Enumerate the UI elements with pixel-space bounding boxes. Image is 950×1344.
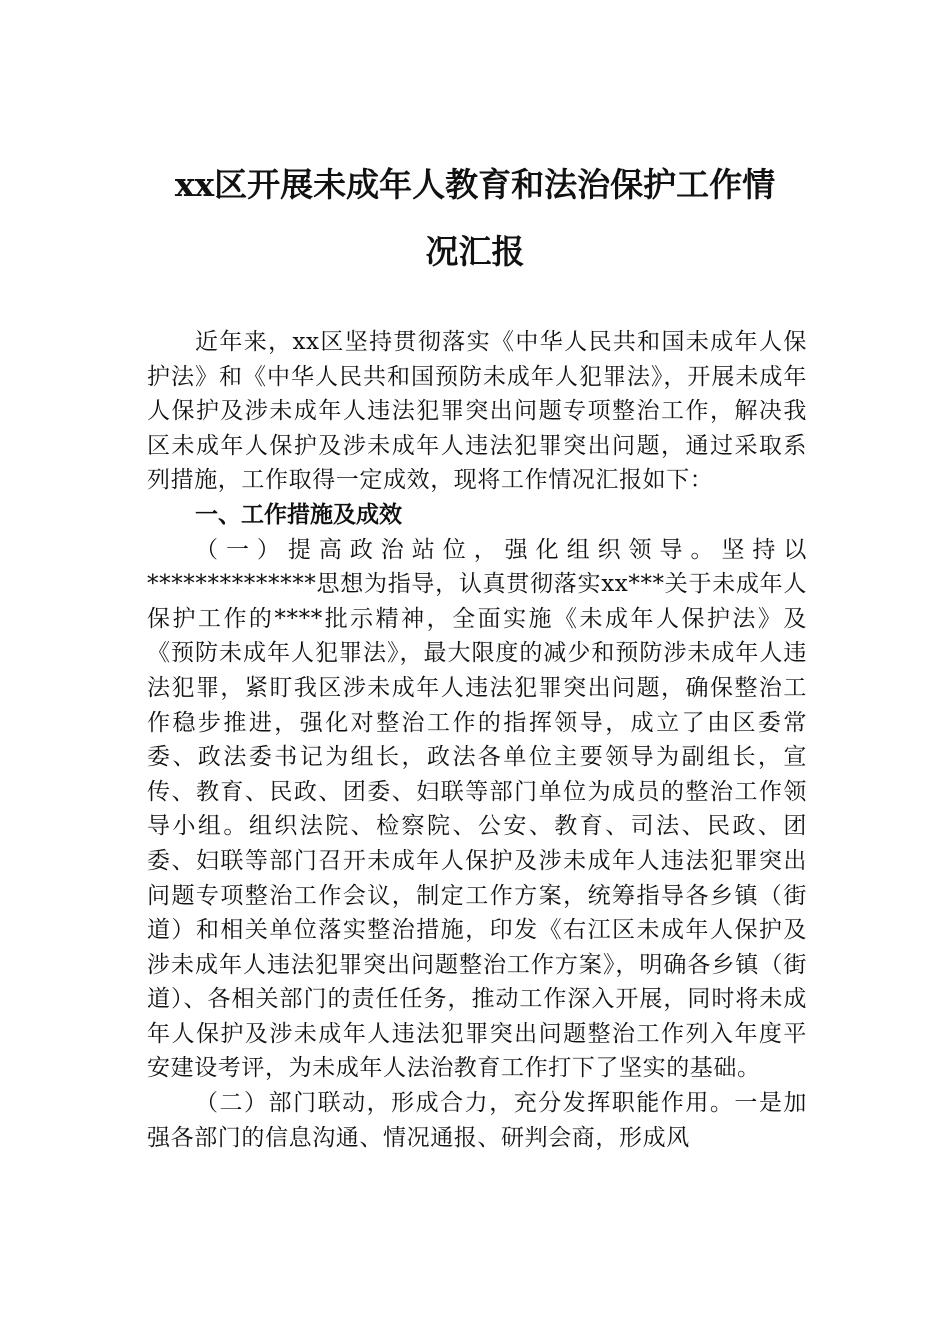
- intro-paragraph: 近年来，xx区坚持贯彻落实《中华人民共和国未成年人保护法》和《中华人民共和国预防未成年人犯罪法》，开展未成年人保护及涉未成年人违法犯罪突出问题专项整治工作，解决我区未成年人保护及涉未成年人违法犯罪突出问题，通过采取系列措施，工作取得一定成效，现将工作情况汇报如下：: [147, 329, 807, 494]
- section-heading-1: 一、工作措施及成效: [195, 501, 402, 528]
- document-title-line-2: 况汇报: [425, 232, 525, 271]
- section-1-paragraph-1: （一）提高政治站位，强化组织领导。坚持以**************思想为指导，认真贯彻落实xx***关于未成年人保护工作的****批示精神，全面实施《未成年人保护法》及《预防未成年人犯罪法》，最大限度的减少和预防涉未成年人违法犯罪，紧盯我区涉未成年人违法犯罪突出问题，确保整治工作稳步推进，强化对整治工作的指挥领导，成立了由区委常委、政法委书记为组长，政法各单位主要领导为副组长，宣传、教育、民政、团委、妇联等部门单位为成员的整治工作领导小组。组织法院、检察院、公安、教育、司法、民政、团委、妇联等部门召开未成年人保护及涉未成年人违法犯罪突出问题专项整治工作会议，制定工作方案，统筹指导各乡镇（街道）和相关单位落实整治措施，印发《右江区未成年人保护及涉未成年人违法犯罪突出问题整治工作方案》，明确各乡镇（街道）、各相关部门的责任任务，推动工作深入开展，同时将未成年人保护及涉未成年人违法犯罪突出问题整治工作列入年度平安建设考评，为未成年人法治教育工作打下了坚实的基础。: [147, 536, 807, 1082]
- document-body: [147, 325, 807, 1155]
- section-1-paragraph-2: （二）部门联动，形成合力，充分发挥职能作用。一是加强各部门的信息沟通、情况通报、研判会商，形成风: [147, 1090, 807, 1151]
- document-title-line-1: xx区开展未成年人教育和法治保护工作情: [174, 165, 776, 204]
